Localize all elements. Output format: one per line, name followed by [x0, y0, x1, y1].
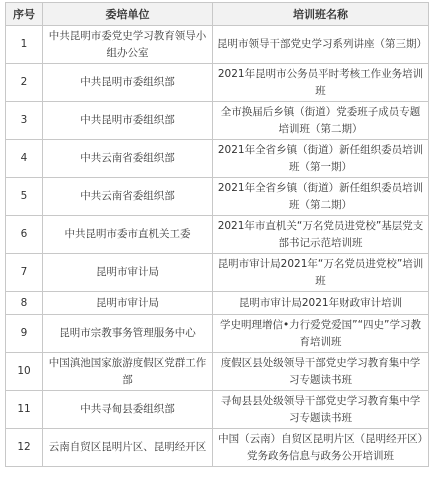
row-number: 1	[6, 26, 43, 64]
table-row	[6, 315, 429, 353]
row-course: 寻甸县县处级领导干部党史学习教育集中学习专题读书班	[213, 391, 429, 429]
row-unit: 中共昆明市委组织部	[43, 102, 213, 140]
row-course: 学史明理增信•力行爱党爱国”“四史”学习教育培训班	[213, 315, 429, 353]
row-number: 2	[6, 64, 43, 102]
row-course: 2021年昆明市公务员平时考核工作业务培训班	[213, 64, 429, 102]
row-number: 9	[6, 315, 43, 353]
row-course: 昆明市审计局2021年财政审计培训	[213, 292, 429, 315]
table-row	[6, 140, 429, 178]
row-number: 5	[6, 178, 43, 216]
table-row	[6, 353, 429, 391]
row-unit: 中共昆明市委党史学习教育领导小组办公室	[43, 26, 213, 64]
row-course: 昆明市审计局2021年“万名党员进党校”培训班	[213, 254, 429, 292]
row-number: 6	[6, 216, 43, 254]
table-row	[6, 64, 429, 102]
row-number: 7	[6, 254, 43, 292]
row-number: 3	[6, 102, 43, 140]
row-course: 2021年全省乡镇（街道）新任组织委员培训班（第一期）	[213, 140, 429, 178]
header-number: 序号	[6, 3, 43, 26]
row-unit: 昆明市宗教事务管理服务中心	[43, 315, 213, 353]
row-unit: 云南自贸区昆明片区、昆明经开区	[43, 429, 213, 467]
row-unit: 中共云南省委组织部	[43, 140, 213, 178]
row-unit: 中共云南省委组织部	[43, 178, 213, 216]
row-unit: 中共寻甸县委组织部	[43, 391, 213, 429]
row-unit: 昆明市审计局	[43, 254, 213, 292]
header-course: 培训班名称	[213, 3, 429, 26]
row-number: 4	[6, 140, 43, 178]
row-unit: 中国滇池国家旅游度假区党群工作部	[43, 353, 213, 391]
row-course: 2021年全省乡镇（街道）新任组织委员培训班（第二期）	[213, 178, 429, 216]
table-row	[6, 178, 429, 216]
training-table-container	[5, 2, 428, 467]
row-course: 度假区县处级领导干部党史学习教育集中学习专题读书班	[213, 353, 429, 391]
row-unit: 中共昆明市委组织部	[43, 64, 213, 102]
row-unit: 中共昆明市委市直机关工委	[43, 216, 213, 254]
row-course: 2021年市直机关“万名党员进党校”基层党支部书记示范培训班	[213, 216, 429, 254]
table-row	[6, 429, 429, 467]
table-row	[6, 292, 429, 315]
table-row	[6, 254, 429, 292]
row-course: 中国（云南）自贸区昆明片区（昆明经开区）党务政务信息与政务公开培训班	[213, 429, 429, 467]
row-number: 11	[6, 391, 43, 429]
row-number: 12	[6, 429, 43, 467]
training-table	[5, 2, 429, 467]
table-row	[6, 391, 429, 429]
table-row	[6, 102, 429, 140]
row-unit: 昆明市审计局	[43, 292, 213, 315]
row-course: 全市换届后乡镇（街道）党委班子成员专题培训班（第二期）	[213, 102, 429, 140]
table-row	[6, 216, 429, 254]
table-row	[6, 26, 429, 64]
row-number: 10	[6, 353, 43, 391]
table-header-row	[6, 3, 429, 26]
header-unit: 委培单位	[43, 3, 213, 26]
row-number: 8	[6, 292, 43, 315]
row-course: 昆明市领导干部党史学习系列讲座（第三期）	[213, 26, 429, 64]
